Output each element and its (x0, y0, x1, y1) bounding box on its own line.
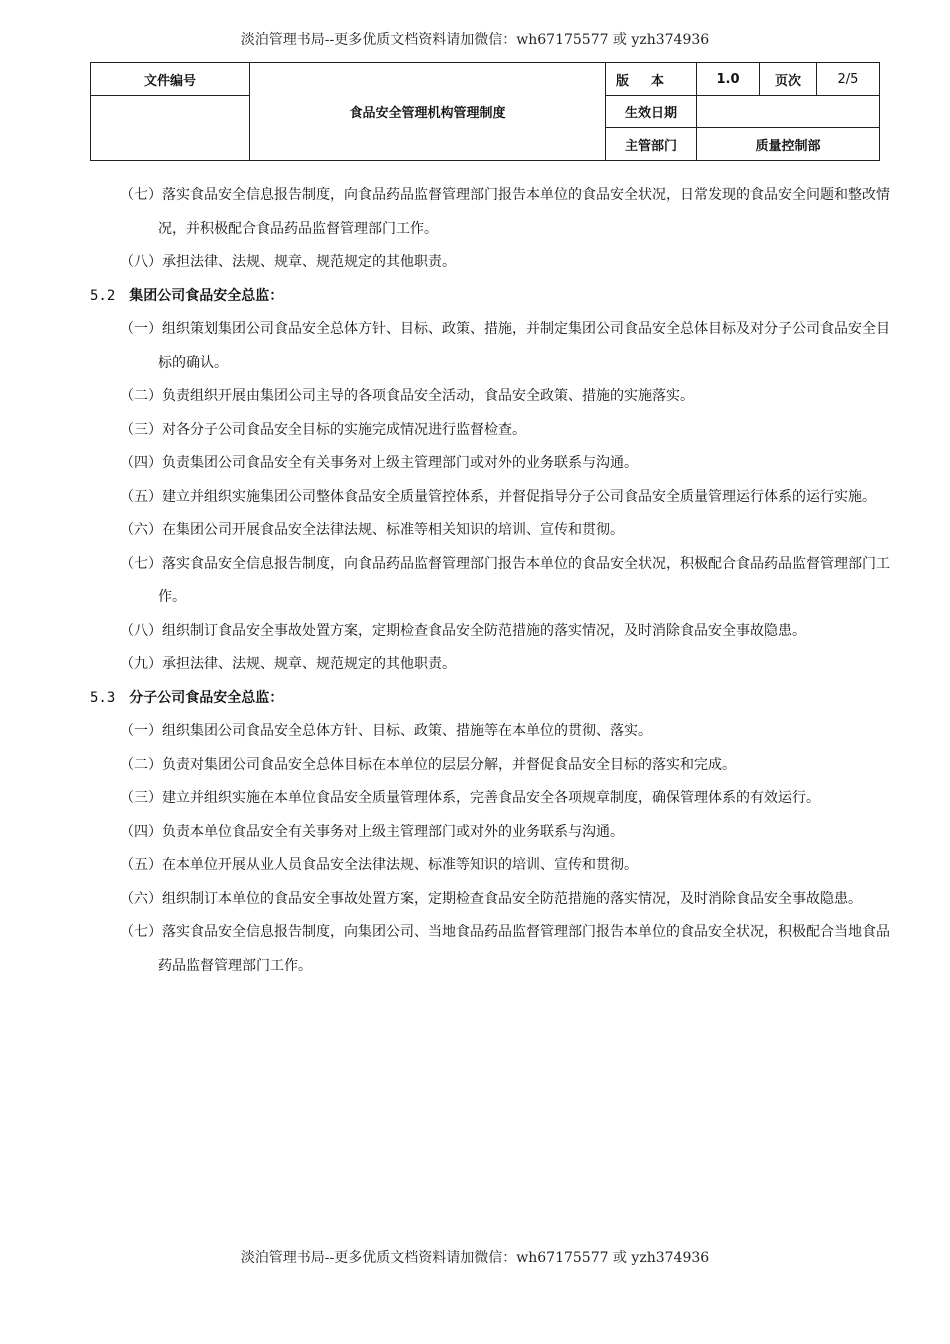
list-item: （九）承担法律、法规、规章、规范规定的其他职责。 (120, 656, 456, 672)
section-heading-5-2 (90, 280, 890, 314)
section-number: 5.2 (90, 287, 116, 304)
list-item: （七）落实食品安全信息报告制度，向集团公司、当地食品药品监督管理部门报告本单位的食品安全状况，积极配合当地食品药品监督管理部门工作。 (120, 924, 890, 974)
list-item: （八）承担法律、法规、规章、规范规定的其他职责。 (120, 254, 456, 270)
list-item: （三）对各分子公司食品安全目标的实施完成情况进行监督检查。 (120, 421, 526, 438)
page-label: 页次 (760, 63, 817, 96)
list-item: （六）组织制订本单位的食品安全事故处置方案，定期检查食品安全防范措施的落实情况，及时消除食品安全事故隐患。 (120, 890, 862, 907)
department-label: 主管部门 (606, 128, 697, 161)
list-item: （六）在集团公司开展食品安全法律法规、标准等相关知识的培训、宣传和贯彻。 (120, 522, 624, 538)
list-item: （五）建立并组织实施集团公司整体食品安全质量管控体系，并督促指导分子公司食品安全质量管理运行体系的运行实施。 (120, 488, 876, 505)
version-value: 1.0 (697, 63, 760, 96)
doc-number-label: 文件编号 (91, 63, 250, 96)
watermark-top: 淡泊管理书局--更多优质文档资料请加微信：wh67175577 或 yzh374936 (240, 32, 710, 48)
list-item: （七）落实食品安全信息报告制度，向食品药品监督管理部门报告本单位的食品安全状况，日常发现的食品安全问题和整改情况，并积极配合食品药品监督管理部门工作。 (120, 187, 890, 237)
document-header-table (90, 62, 880, 161)
list-item: （三）建立并组织实施在本单位食品安全质量管理体系，完善食品安全各项规章制度，确保管理体系的有效运行。 (120, 790, 820, 806)
effective-date-value (697, 96, 880, 128)
section-title: 分子公司食品安全总监： (129, 689, 284, 706)
document-body (90, 179, 890, 983)
list-item: （一）组织集团公司食品安全总体方针、目标、政策、措施等在本单位的贯彻、落实。 (120, 723, 652, 739)
list-item: （八）组织制订食品安全事故处置方案，定期检查食品安全防范措施的落实情况，及时消除食品安全事故隐患。 (120, 622, 806, 639)
list-item: （五）在本单位开展从业人员食品安全法律法规、标准等知识的培训、宣传和贯彻。 (120, 857, 638, 873)
doc-number-value (91, 96, 250, 161)
section-heading-5-3 (90, 682, 890, 716)
effective-date-label: 生效日期 (606, 96, 697, 128)
list-item: （二）负责对集团公司食品安全总体目标在本单位的层层分解，并督促食品安全目标的落实和完成。 (120, 756, 736, 773)
watermark-bottom: 淡泊管理书局--更多优质文档资料请加微信：wh67175577 或 yzh374936 (240, 1250, 710, 1266)
version-label: 版本 (606, 63, 697, 96)
list-item: （二）负责组织开展由集团公司主导的各项食品安全活动，食品安全政策、措施的实施落实。 (120, 388, 694, 404)
list-item: （一）组织策划集团公司食品安全总体方针、目标、政策、措施，并制定集团公司食品安全总体目标及对分子公司食品安全目标的确认。 (120, 321, 890, 371)
department-value: 质量控制部 (697, 128, 880, 161)
list-item: （四）负责集团公司食品安全有关事务对上级主管理部门或对外的业务联系与沟通。 (120, 455, 638, 471)
list-item: （七）落实食品安全信息报告制度，向食品药品监督管理部门报告本单位的食品安全状况，积极配合食品药品监督管理部门工作。 (120, 555, 890, 605)
section-title: 集团公司食品安全总监： (129, 287, 284, 304)
page-value: 2/5 (817, 63, 880, 96)
document-title: 食品安全管理机构管理制度 (250, 63, 606, 161)
list-item: （四）负责本单位食品安全有关事务对上级主管理部门或对外的业务联系与沟通。 (120, 823, 624, 840)
section-number: 5.3 (90, 689, 116, 706)
